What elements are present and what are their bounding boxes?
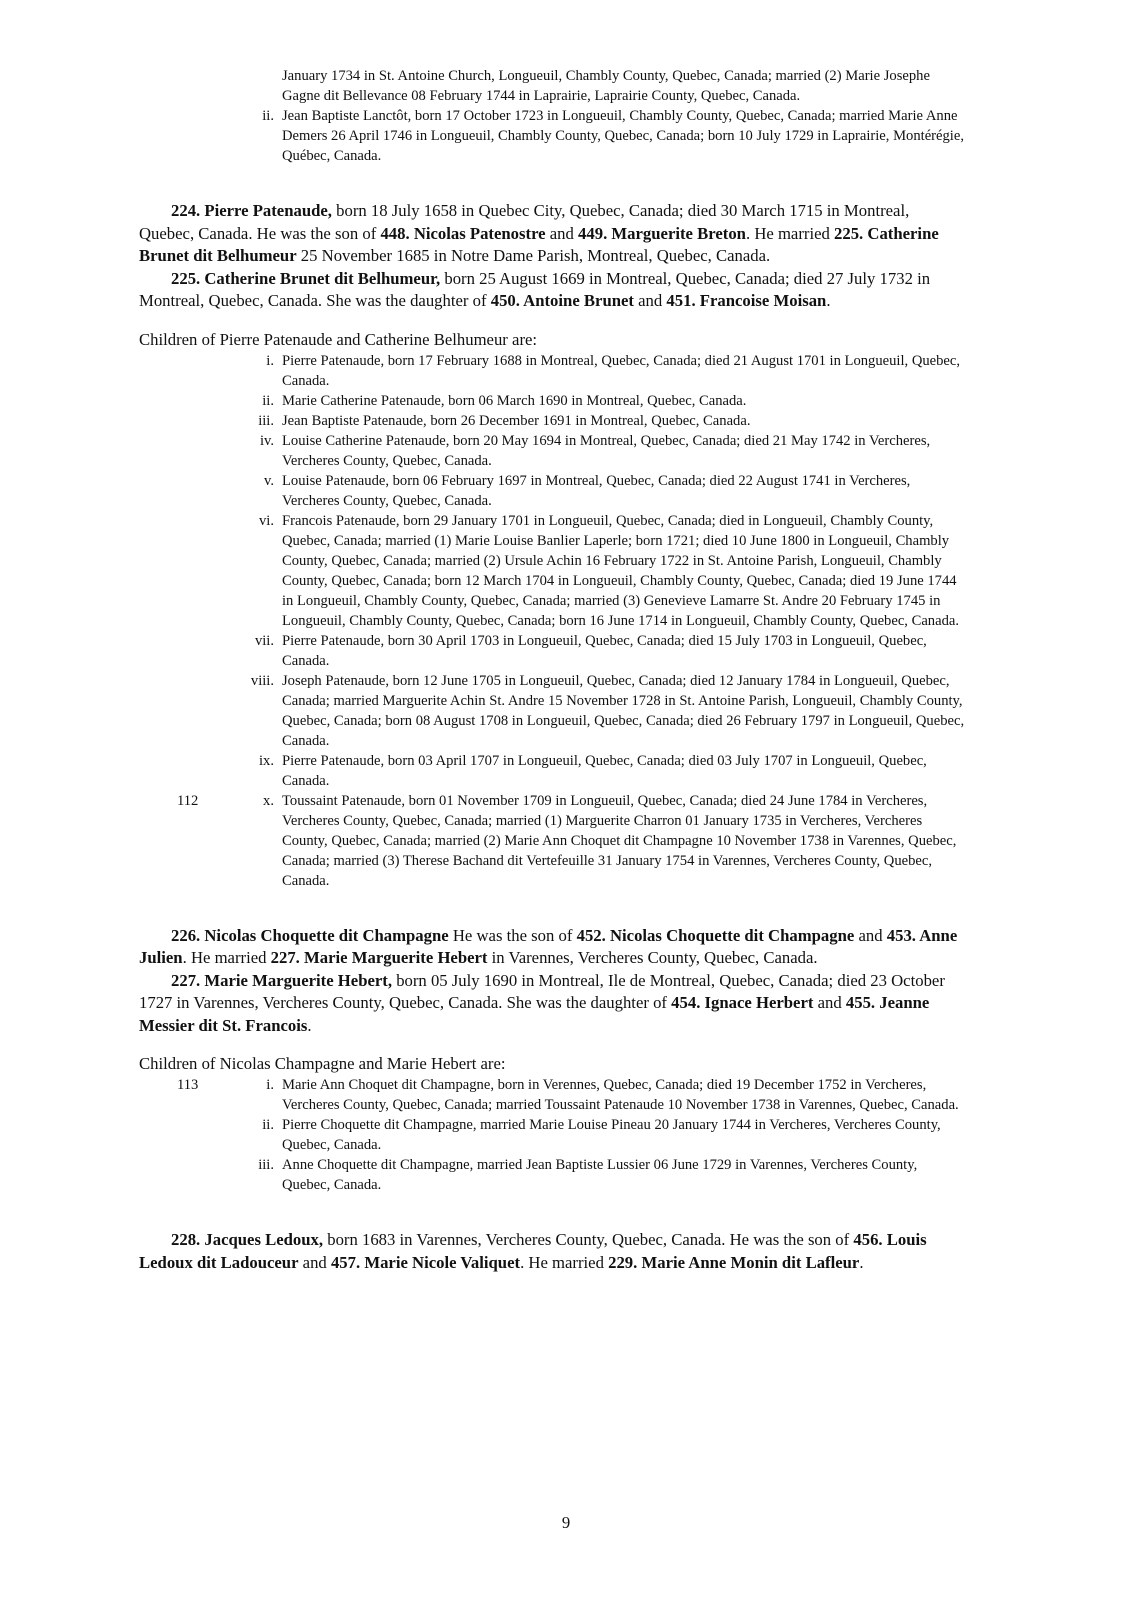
person-number: 224. [171,201,201,220]
person-details: . [859,1252,864,1272]
conjunction: and [854,925,887,945]
list-item [259,511,966,631]
child-text: Joseph Patenaude, born 12 June 1705 in Longueuil, Quebec, Canada; died 12 January 1784 in Longueuil, Quebec, Canada; married Marguerite Achin St. Andre 15 November 1728 in St. Antoine Parish, Longueuil, Chambly County, Quebec, Canada; born 08 August 1708 in Longueuil, Quebec, Canada; died 26 February 1797 in Longueuil, Quebec, Canada. [282,672,965,749]
person-details: . He married [182,948,271,967]
person-number: 227. [171,970,201,990]
mother-reference: 455. Jeanne Messier dit St. Francois [139,993,930,1035]
conjunction: and [633,291,667,310]
spouse-reference: 229. Marie Anne Monin dit Lafleur [608,1252,860,1272]
child-text: Louise Catherine Patenaude, born 20 May 1694 in Montreal, Quebec, Canada; died 21 May 1742 in Vercheres, Vercheres County, Quebec, Canada. [282,432,931,469]
generation-number: 113 [177,1077,199,1093]
mother-reference: 451. Francoise Moisan [666,291,827,310]
father-reference: 448. Nicolas Patenostre [380,223,546,243]
conjunction: and [298,1252,331,1272]
list-item [259,751,966,791]
person-details: . [307,1015,312,1035]
page-content [0,66,1132,1274]
person-name: Nicolas Choquette dit Champagne [204,925,449,945]
generation-number: 112 [177,792,199,809]
father-reference: 454. Ignace Herbert [671,993,814,1012]
child-text: Toussaint Patenaude, born 01 November 1709 in Longueuil, Quebec, Canada; died 24 June 1784 in Vercheres, Vercheres County, Quebec, Canada; married (1) Marguerite Charron 01 January 1735 in Vercheres, Vercheres County, Quebec, Canada; married (2) Marie Ann Choquet dit Champagne 10 November 1738 in Varennes, Quebec, Canada; married (3) Therese Bachand dit Vertefeuille 31 January 1754 in Varennes, Vercheres County, Quebec, Canada. [282,792,957,889]
person-details: . He married [520,1252,609,1272]
list-item [258,1155,966,1195]
child-text: Marie Catherine Patenaude, born 06 March 1690 in Montreal, Quebec, Canada. [282,392,747,409]
person-number: 225. [171,268,201,288]
mother-reference: 457. Marie Nicole Valiquet [330,1252,521,1272]
list-item [177,1075,966,1115]
person-name: Jacques Ledoux, [204,1230,324,1249]
child-numeral: ix. [259,752,274,769]
child-text: Jean Baptiste Patenaude, born 26 December 1691 in Montreal, Quebec, Canada. [282,412,751,429]
person-details: He was the son of [448,925,577,945]
person-details: . [826,291,831,310]
mother-reference: 449. Marguerite Breton [578,223,746,243]
child-numeral: vii. [254,632,274,649]
children-list [0,351,1132,891]
list-item [266,351,966,391]
father-reference: 456. Louis Ledoux dit Ladouceur [139,1230,927,1272]
child-numeral: viii. [250,672,274,689]
person-details: born 25 August 1669 in Montreal, Quebec, Canada; died 27 July 1732 in Montreal, Quebec, Canada. She was the daughter of [139,268,931,310]
list-item [177,791,966,891]
child-text: Louise Patenaude, born 06 February 1697 in Montreal, Quebec, Canada; died 22 August 1741 in Vercheres, Vercheres County, Quebec, Canada. [282,472,911,509]
child-text: Jean Baptiste Lanctôt, born 17 October 1723 in Longueuil, Chambly County, Quebec, Canada; married Marie Anne Demers 26 April 1746 in Longueuil, Chambly County, Quebec, Canada; born 10 July 1729 in Laprairie, Montérégie, Québec, Canada. [282,108,964,164]
mother-reference: 453. Anne Julien [139,925,958,967]
person-entry-227 [139,970,966,1038]
person-entry-225 [139,268,966,313]
person-name: Pierre Patenaude, [204,201,332,220]
conjunction: and [813,993,846,1012]
list-item [250,671,966,751]
children-list [0,1075,1132,1195]
child-numeral: ii. [262,392,274,409]
person-entry-226 [139,925,966,970]
person-number: 226. [171,925,201,945]
father-reference: 450. Antoine Brunet [490,291,634,310]
person-name: Catherine Brunet dit Belhumeur, [204,268,441,288]
person-entry-224 [139,200,966,268]
child-text: Pierre Patenaude, born 03 April 1707 in Longueuil, Quebec, Canada; died 03 July 1707 in Longueuil, Quebec, Canada. [282,752,927,789]
person-number: 228. [171,1230,201,1249]
person-details: born 1683 in Varennes, Vercheres County, Quebec, Canada. He was the son of [323,1230,854,1249]
spouse-reference: 225. Catherine Brunet dit Belhumeur [139,223,939,265]
person-details: . He married [745,223,835,243]
child-text: Pierre Patenaude, born 30 April 1703 in Longueuil, Quebec, Canada; died 15 July 1703 in Longueuil, Quebec, Canada. [282,632,927,669]
conjunction: and [545,223,579,243]
child-numeral: v. [264,472,274,489]
person-details: 25 November 1685 in Notre Dame Parish, Montreal, Quebec, Canada. [296,246,771,265]
list-item [262,1115,966,1155]
child-text: Pierre Choquette dit Champagne, married Marie Louise Pineau 20 January 1744 in Vercheres, Vercheres County, Quebec, Canada. [282,1117,941,1153]
person-entry-228 [139,1229,966,1274]
child-numeral: x. [263,792,274,809]
person-name: Marie Marguerite Hebert, [204,970,393,990]
child-numeral: ii. [262,108,274,124]
children-intro: Children of Pierre Patenaude and Catherine Belhumeur are: [139,329,538,349]
father-reference: 452. Nicolas Choquette dit Champagne [576,925,855,945]
child-text: January 1734 in St. Antoine Church, Longueuil, Chambly County, Quebec, Canada; married (2) Marie Josephe Gagne dit Bellevance 08 February 1744 in Laprairie, Laprairie County, Quebec, Canada. [282,68,930,104]
child-numeral: vi. [259,512,274,529]
child-text: Francois Patenaude, born 29 January 1701 in Longueuil, Quebec, Canada; died in Longueuil, Chambly County, Quebec, Canada; married (1) Marie Louise Banlier Laperle; born 1721; died 10 June 1800 in Longueuil, Chambly County, Quebec, Canada; married (2) Ursule Achin 16 February 1722 in St. Antoine Parish, Longueuil, Chambly County, Quebec, Canada; born 12 March 1704 in Longueuil, Chambly County, Quebec, Canada; died 19 June 1744 in Longueuil, Chambly County, Quebec, Canada; married (3) Genevieve Lamarre St. Andre 20 February 1745 in Longueuil, Chambly County, Quebec, Canada; born 16 June 1714 in Longueuil, Chambly County, Quebec, Canada. [282,512,959,629]
person-details: born 05 July 1690 in Montreal, Ile de Montreal, Quebec, Canada; died 23 October 1727 in Varennes, Vercheres County, Quebec, Canada. She was the daughter of [139,970,945,1012]
child-text: Anne Choquette dit Champagne, married Jean Baptiste Lussier 06 June 1729 in Varennes, Vercheres County, Quebec, Canada. [282,1157,918,1193]
list-item [254,631,966,671]
children-intro: Children of Nicolas Champagne and Marie Hebert are: [139,1054,506,1073]
child-numeral: i. [266,352,274,369]
child-numeral: ii. [262,1117,274,1133]
person-details: in Varennes, Vercheres County, Quebec, Canada. [487,948,818,967]
list-item [282,66,966,106]
child-numeral: i. [266,1077,274,1093]
children-list-continued [0,66,1132,166]
list-item [262,391,966,411]
child-text: Pierre Patenaude, born 17 February 1688 in Montreal, Quebec, Canada; died 21 August 1701 in Longueuil, Quebec, Canada. [282,352,961,389]
child-numeral: iii. [258,412,274,429]
person-details: born 18 July 1658 in Quebec City, Quebec, Canada; died 30 March 1715 in Montreal, Quebec, Canada. He was the son of [139,201,910,243]
child-numeral: iii. [258,1157,274,1173]
list-item [258,411,966,431]
list-item [264,471,966,511]
list-item [259,431,966,471]
child-text: Marie Ann Choquet dit Champagne, born in Verennes, Quebec, Canada; died 19 December 1752 in Vercheres, Vercheres County, Quebec, Canada; married Toussaint Patenaude 10 November 1738 in Varennes, Quebec, Canada. [282,1077,959,1113]
child-numeral: iv. [259,432,274,449]
spouse-reference: 227. Marie Marguerite Hebert [270,948,488,967]
list-item [262,106,966,166]
page-number: 9 [561,1513,571,1532]
